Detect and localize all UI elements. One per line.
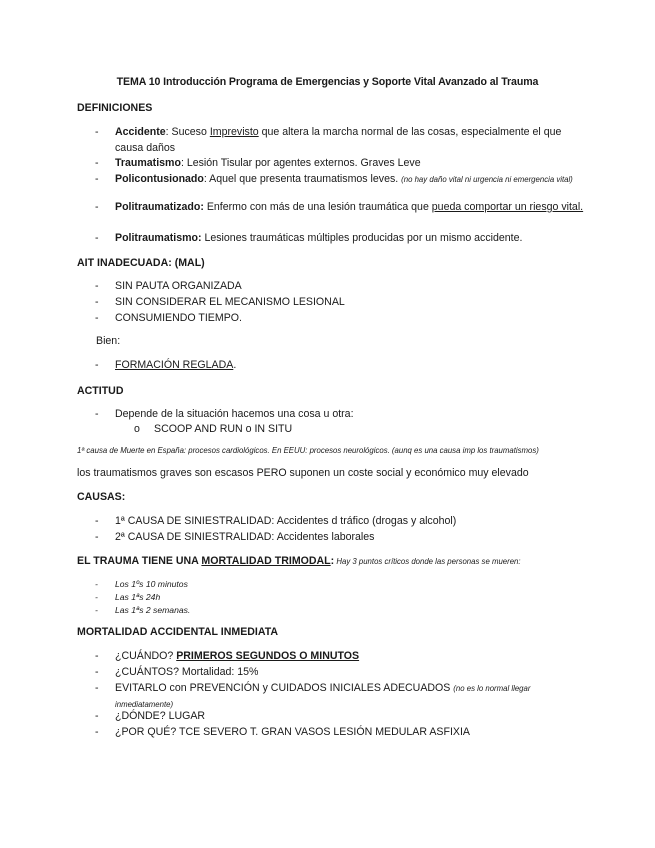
bullet-dash: - bbox=[95, 579, 98, 589]
footnote: 1ª causa de Muerte en España: procesos cardiológicos. En EEUU: procesos neurológicos. (aunq es una causa imp los traumatismos) bbox=[77, 446, 539, 455]
item-text: que altera la marcha normal de las cosas, especialmente el que causa daños bbox=[115, 126, 562, 154]
section-heading-actitud: ACTITUD bbox=[77, 385, 124, 397]
heading-text: : bbox=[330, 555, 335, 567]
bullet-dash: - bbox=[95, 157, 99, 169]
item-text: ¿CUÁNDO? bbox=[115, 650, 177, 662]
section-heading-causas: CAUSAS: bbox=[77, 491, 126, 503]
heading-note: Hay 3 puntos críticos donde las personas se mueren: bbox=[334, 557, 521, 566]
term: Politraumatizado: bbox=[115, 201, 204, 213]
bullet-dash: - bbox=[95, 126, 99, 138]
term: Policontusionado bbox=[115, 173, 204, 185]
item-text: SIN PAUTA ORGANIZADA bbox=[115, 280, 242, 292]
page-title: TEMA 10 Introducción Programa de Emergencias y Soporte Vital Avanzado al Trauma bbox=[116, 76, 539, 88]
underlined-text: FORMACIÓN REGLADA bbox=[115, 359, 234, 371]
paragraph: los traumatismos graves son escasos PERO suponen un coste social y económico muy elevado bbox=[77, 467, 529, 479]
bullet-dash: - bbox=[95, 666, 99, 678]
bullet-dash: - bbox=[95, 201, 99, 213]
bullet-dash: - bbox=[95, 515, 99, 527]
item-text: Enfermo con más de una lesión traumática que bbox=[203, 201, 432, 213]
section-heading-mortalidad: MORTALIDAD ACCIDENTAL INMEDIATA bbox=[77, 626, 279, 638]
list-item bbox=[95, 279, 585, 295]
item-text: 2ª CAUSA DE SINIESTRALIDAD: Accidentes laborales bbox=[115, 531, 375, 543]
underlined-text: pueda comportar un riesgo vital. bbox=[431, 201, 584, 213]
bullet-dash: - bbox=[95, 232, 99, 244]
term: Traumatismo bbox=[115, 157, 181, 169]
list-item bbox=[95, 231, 585, 247]
item-text: . bbox=[233, 359, 237, 371]
item-text: SIN CONSIDERAR EL MECANISMO LESIONAL bbox=[115, 296, 345, 308]
sub-list-item bbox=[134, 423, 292, 435]
item-text: Depende de la situación hacemos una cosa u otra: bbox=[115, 408, 354, 420]
underlined-text: MORTALIDAD TRIMODAL bbox=[201, 555, 331, 567]
list-item bbox=[95, 665, 585, 681]
list-item bbox=[95, 172, 585, 188]
heading-text: EL TRAUMA TIENE UNA bbox=[77, 555, 202, 567]
section-heading-trauma bbox=[77, 555, 521, 567]
item-text: CONSUMIENDO TIEMPO. bbox=[115, 312, 242, 324]
item-text: SCOOP AND RUN o IN SITU bbox=[154, 423, 293, 435]
item-text: ¿DÓNDE? LUGAR bbox=[115, 710, 206, 722]
item-text: : Aquel que presenta traumatismos leves. bbox=[203, 173, 402, 185]
list-item bbox=[95, 156, 585, 172]
term: Accidente bbox=[115, 126, 166, 138]
item-text: Las 1ªs 2 semanas. bbox=[115, 605, 191, 615]
sub-bullet: o bbox=[134, 423, 140, 435]
bien-label: Bien: bbox=[96, 335, 121, 347]
item-text: 1ª CAUSA DE SINIESTRALIDAD: Accidentes d tráfico (drogas y alcohol) bbox=[115, 515, 457, 527]
item-note: (no hay daño vital ni urgencia ni emergencia vital) bbox=[401, 175, 573, 184]
list-item bbox=[95, 200, 585, 216]
bullet-dash: - bbox=[95, 650, 99, 662]
list-item bbox=[95, 709, 585, 725]
list-item bbox=[95, 407, 585, 423]
bullet-dash: - bbox=[95, 726, 99, 738]
item-text: Lesiones traumáticas múltiples producidas por un mismo accidente. bbox=[201, 232, 523, 244]
bullet-dash: - bbox=[95, 710, 99, 722]
item-text: ¿CUÁNTOS? Mortalidad: 15% bbox=[115, 666, 259, 678]
bullet-dash: - bbox=[95, 682, 99, 694]
list-item bbox=[95, 681, 585, 712]
item-text: ¿POR QUÉ? TCE SEVERO T. GRAN VASOS LESIÓN MEDULAR ASFIXIA bbox=[115, 726, 470, 738]
item-text: EVITARLO con PREVENCIÓN y CUIDADOS INICIALES ADECUADOS bbox=[115, 682, 454, 694]
term: Politraumatismo: bbox=[115, 232, 202, 244]
bullet-dash: - bbox=[95, 312, 99, 324]
list-item bbox=[95, 358, 585, 374]
list-item bbox=[95, 530, 585, 546]
item-note: (no es lo normal llegar inmediatamente) bbox=[115, 684, 531, 709]
item-text: : Lesión Tisular por agentes externos. Graves Leve bbox=[180, 157, 421, 169]
list-item bbox=[95, 514, 585, 530]
list-item bbox=[95, 125, 585, 156]
list-item bbox=[95, 603, 585, 619]
bullet-dash: - bbox=[95, 592, 98, 602]
bullet-dash: - bbox=[95, 359, 99, 371]
bullet-dash: - bbox=[95, 173, 99, 185]
bullet-dash: - bbox=[95, 531, 99, 543]
section-heading-definiciones: DEFINICIONES bbox=[77, 102, 153, 114]
list-item bbox=[95, 725, 585, 741]
underlined-text: PRIMEROS SEGUNDOS O MINUTOS bbox=[176, 650, 360, 662]
bullet-dash: - bbox=[95, 605, 98, 615]
bullet-dash: - bbox=[95, 408, 99, 420]
underlined-text: Imprevisto bbox=[209, 126, 259, 138]
item-text: : Suceso bbox=[165, 126, 210, 138]
bullet-dash: - bbox=[95, 280, 99, 292]
list-item bbox=[95, 311, 585, 327]
item-text: Las 1ªs 24h bbox=[115, 592, 161, 602]
bullet-dash: - bbox=[95, 296, 99, 308]
section-heading-ait: AIT INADECUADA: (MAL) bbox=[77, 257, 205, 269]
list-item bbox=[95, 649, 585, 665]
list-item bbox=[95, 295, 585, 311]
item-text: Los 1ºs 10 minutos bbox=[115, 579, 188, 589]
